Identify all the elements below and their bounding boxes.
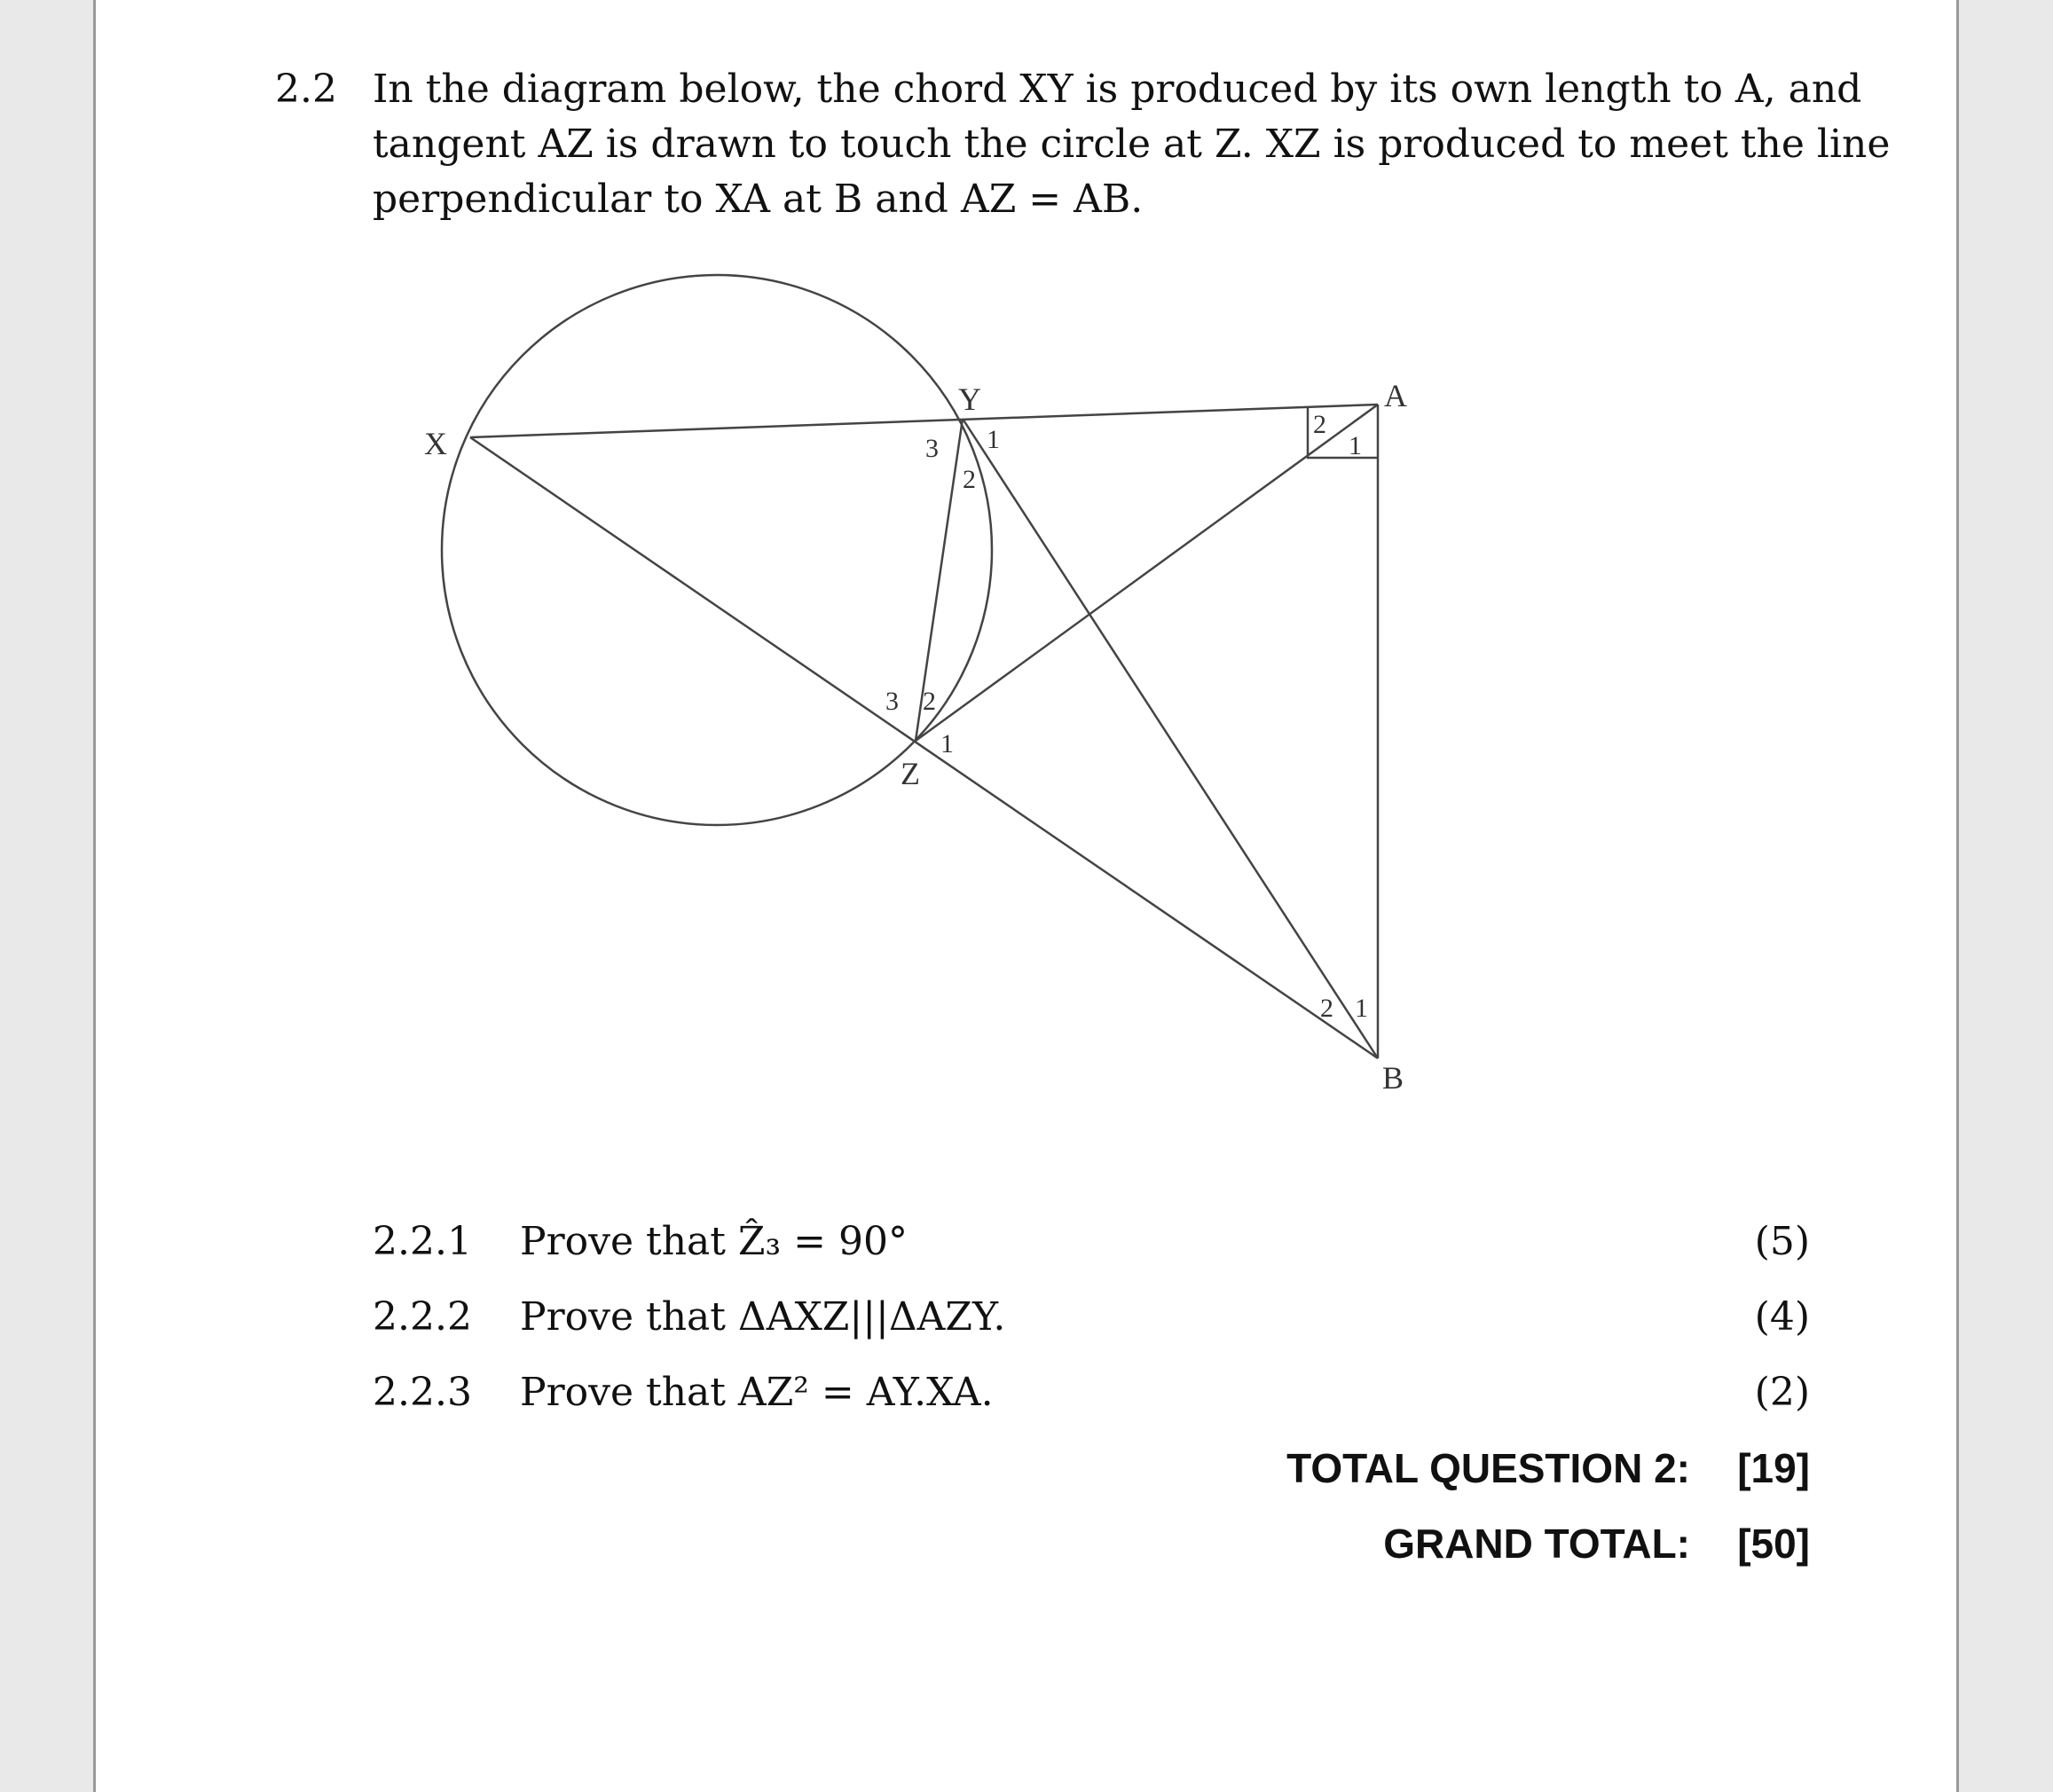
angle-y1: 1 <box>987 425 1000 454</box>
subquestion-2-2-2 <box>373 1286 1810 1348</box>
angle-b2: 2 <box>1320 994 1333 1023</box>
subquestion-number: 2.2.1 <box>373 1219 472 1264</box>
angle-y2: 2 <box>963 465 976 494</box>
total-question-value: [19] <box>1737 1445 1810 1491</box>
grand-total-value: [50] <box>1737 1521 1810 1567</box>
angle-z3: 3 <box>885 687 899 716</box>
subquestion-number: 2.2.3 <box>373 1370 472 1415</box>
question-line-2: tangent AZ is drawn to touch the circle at Z. XZ is produced to meet the line <box>373 122 1891 167</box>
subquestion-2-2-1 <box>373 1211 1810 1273</box>
angle-a1: 1 <box>1349 431 1362 460</box>
grand-total-label: GRAND TOTAL: <box>1383 1521 1690 1567</box>
grand-total-row <box>1242 1513 1810 1575</box>
subquestion-marks: (2) <box>1754 1370 1810 1415</box>
line-yb <box>963 419 1378 1058</box>
point-b: B <box>1382 1060 1404 1096</box>
question-line-3: perpendicular to XA at B and AZ = AB. <box>373 177 1144 222</box>
point-y: Y <box>958 381 981 417</box>
subquestion-text: Prove that AZ² = AY.XA. <box>520 1370 994 1415</box>
subquestion-number: 2.2.2 <box>373 1294 472 1340</box>
total-question-label: TOTAL QUESTION 2: <box>1286 1445 1690 1491</box>
subquestion-text: Prove that ΔAXZ|||ΔAZY. <box>520 1294 1006 1340</box>
point-a: A <box>1384 378 1407 413</box>
subquestion-marks: (5) <box>1754 1219 1810 1264</box>
point-z: Z <box>901 756 920 791</box>
angle-a2: 2 <box>1313 410 1326 439</box>
angle-z2: 2 <box>923 687 936 716</box>
question-number: 2.2 <box>275 67 337 112</box>
angle-y3: 3 <box>925 434 939 463</box>
line-xb <box>470 437 1378 1058</box>
subquestion-marks: (4) <box>1754 1294 1810 1340</box>
angle-z1: 1 <box>940 729 954 758</box>
subquestion-2-2-3 <box>373 1362 1810 1424</box>
circle <box>442 275 992 825</box>
question-line-1: In the diagram below, the chord XY is produced by its own length to A, and <box>373 67 1862 112</box>
subquestion-text: Prove that Ẑ₃ = 90° <box>520 1219 908 1264</box>
point-x: X <box>424 426 447 461</box>
line-xa <box>470 405 1378 437</box>
angle-b1: 1 <box>1355 994 1368 1023</box>
total-question-row <box>1242 1437 1810 1499</box>
